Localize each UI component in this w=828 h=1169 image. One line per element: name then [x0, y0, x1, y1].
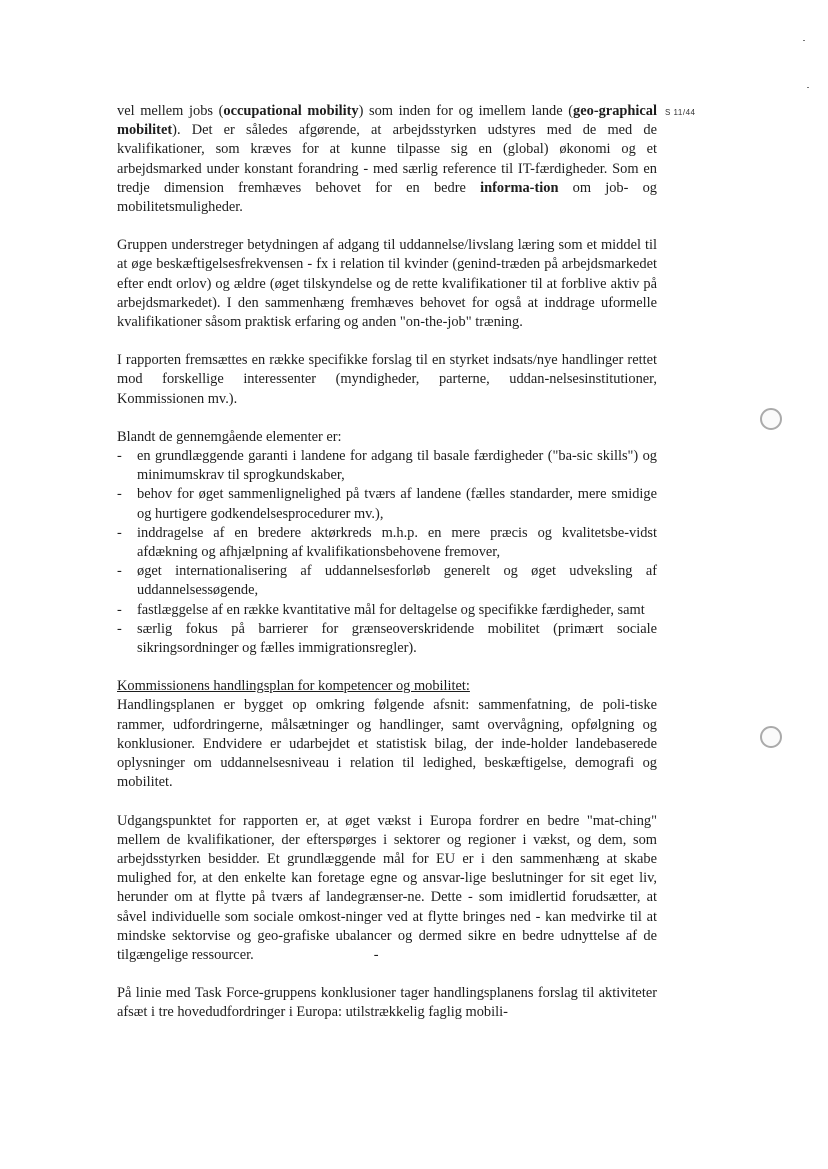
paragraph-task-force: På linie med Task Force-gruppens konklusioner tager handlingsplanens forslag til aktiviteter afsæt i tre hovedudfordringer i Europa: utilstrækkelig faglig mobili-	[117, 985, 657, 1021]
paragraph-proposals: I rapporten fremsættes en række specifikke forslag til en styrket indsats/nye handlinger rettet mod forskellige interessenter (myndigheder, parterne, uddan-nelsesinstitutioner, Kommissionen mv.).	[117, 352, 657, 407]
elements-list	[117, 447, 657, 658]
list-item: - en grundlæggende garanti i landene for adgang til basale færdigheder ("ba-sic skills") og minimumskrav til sprogkundskaber,	[117, 447, 657, 485]
paragraph-plan-structure: Handlingsplanen er bygget op omkring følgende afsnit: sammenfatning, de poli-tiske rammer, udfordringerne, målsætninger og handlinger, samt overvågning, opfølgning og konklusioner. Endvidere er udarbejdet et statistisk bilag, der inde-holder landebaserede oplysninger om uddannelsesniveau i relation til ledighed, beskæftigelse, demografi og mobilitet.	[117, 697, 657, 791]
binder-hole	[760, 726, 782, 748]
binder-hole	[760, 408, 782, 430]
scan-speck	[807, 87, 809, 88]
list-item: - behov for øget sammenlignelighed på tværs af landene (fælles standarder, mere smidige og hurtigere godkendelsesprocedurer mv.),	[117, 485, 657, 523]
paragraph-starting-point: Udgangspunktet for rapporten er, at øget vækst i Europa fordrer en bedre "mat-ching" mellem de kvalifikationer, der efterspørges i sektorer og regioner i vækst, og dem, som arbejdsstyrken besidder. Et grundlæggende mål for EU er i den sammenhæng at skabe mulighed for, at den enkelte kan foretage egne og ansvar-lige beslutninger for sit eget liv, herunder om at flytte på tværs af landegrænser-ne. Dette - som imidlertid forudsætter, at såvel individuelle som sociale omkost-ninger ved at flytte bringes ned - kan medvirke til at mindske sektorvise og geo-grafiske ubalancer og dermed sikre en bedre udnyttelse af de tilgængelige ressourcer. -	[117, 812, 657, 966]
paragraph-lifelong-learning: Gruppen understreger betydningen af adgang til uddannelse/livslang læring som et middel til at øge beskæftigelsesfrekvensen - fx i relation til kvinder (genind-træden på arbejdsmarkedet efter endt orlov) og ældre (øget tilskyndelse og de rette kvalifikationer til at forblive aktiv på arbejdsmarkedet). I den sammenhæng fremhæves behovet for også at inddrage uformelle kvalifikationer såsom praktisk erfaring og anden "on-the-job" træning.	[117, 237, 657, 331]
list-item: - særlig fokus på barrierer for grænseoverskridende mobilitet (primært sociale sikringsordninger og fælles immigrationsregler).	[117, 620, 657, 658]
scan-speck	[803, 40, 805, 41]
document-body	[117, 102, 657, 1042]
paragraph-elements-intro: Blandt de gennemgående elementer er:	[117, 428, 342, 445]
list-item: - øget internationalisering af uddannelsesforløb generelt og øget udveksling af uddannelsessøgende,	[117, 562, 657, 600]
stray-mark: -	[373, 946, 379, 963]
list-item: - fastlæggelse af en række kvantitative mål for deltagelse og specifikke færdigheder, samt	[117, 601, 657, 620]
list-item: - inddragelse af en bredere aktørkreds m.h.p. en mere præcis og kvalitetsbe-vidst afdækning og afhjælpning af kvalifikationsbehovene fremover,	[117, 524, 657, 562]
paragraph-mobility: vel mellem jobs (occupational mobility) som inden for og imellem lande (geo-graphical mobilitet). Det er således afgørende, at arbejdsstyrken udstyres med de med de kvalifikationer, som kræves for at kunne tilpasse sig en (global) økonomi og et arbejdsmarked under konstant forandring - med særlig reference til IT-færdigheder. Som en tredje dimension fremhæves behovet for en bedre informa-tion om job- og mobilitetsmuligheder.	[117, 103, 657, 216]
page-number: S 11/44	[665, 108, 696, 117]
section-heading: Kommissionens handlingsplan for kompetencer og mobilitet:	[117, 678, 470, 695]
